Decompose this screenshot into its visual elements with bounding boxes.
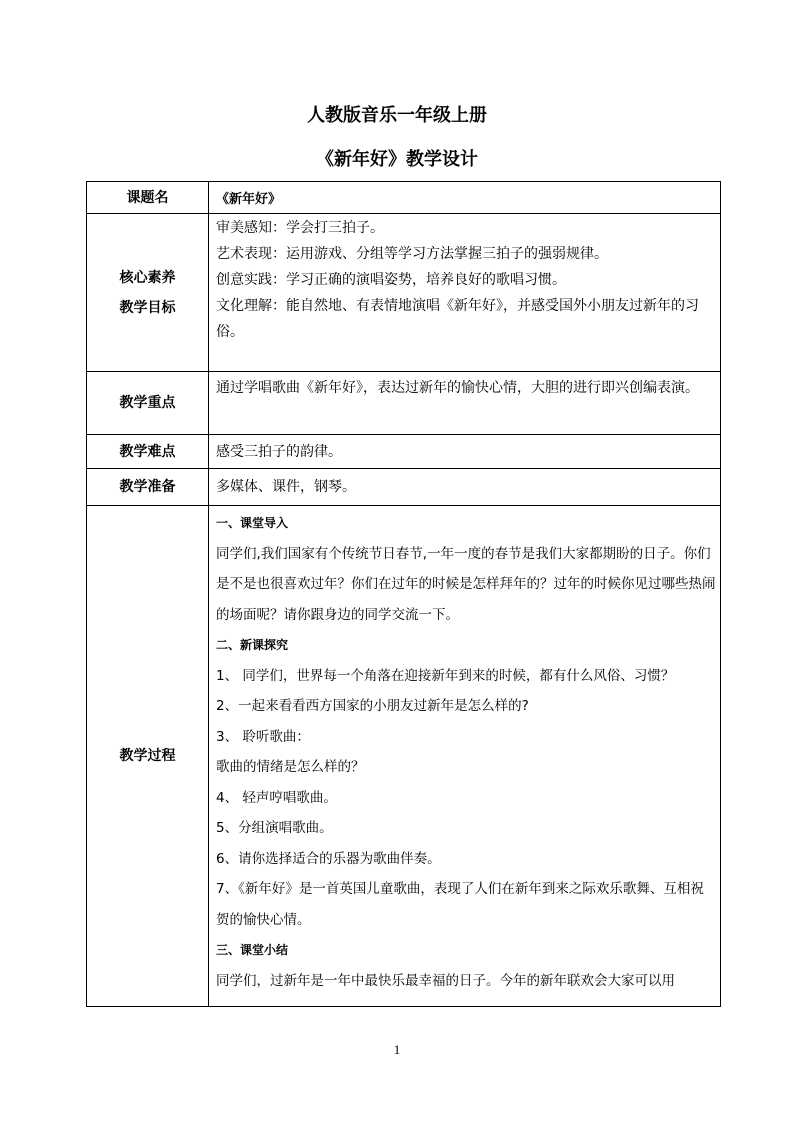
- table-row-preparation: [87, 469, 721, 506]
- goal-item: 审美感知：学会打三拍子。: [216, 220, 384, 236]
- topic-text: 《新年好》: [216, 192, 282, 207]
- step-item: 3、 聆听歌曲：: [216, 728, 310, 745]
- table-row-process: [87, 506, 721, 1007]
- goals-content: [209, 214, 721, 372]
- value-topic: [209, 182, 721, 214]
- preparation-text: 多媒体、课件，钢琴。: [216, 479, 356, 495]
- section-paragraph: 同学们，过新年是一年中最快乐最幸福的日子。今年的新年联欢会大家可以用: [216, 972, 675, 989]
- step-item: 6、请你选择适合的乐器为歌曲伴奏。: [216, 850, 441, 867]
- step-item: 歌曲的情绪是怎么样的？: [216, 759, 365, 775]
- lesson-plan-table: [86, 181, 721, 1007]
- process-content: [209, 506, 721, 1007]
- step-item: 4、 轻声哼唱歌曲。: [216, 789, 337, 806]
- label-process: 教学过程: [87, 506, 209, 1007]
- label-preparation: 教学准备: [87, 469, 209, 506]
- goal-item: 文化理解：能自然地、有表情地演唱《新年好》，并感受国外小朋友过新年的习俗。: [216, 298, 699, 340]
- key-points-content: [209, 372, 721, 435]
- label-goals-line2: 教学目标: [119, 299, 176, 316]
- section-paragraph: 同学们,我们国家有个传统节日春节,一年一度的春节是我们大家都期盼的日子。你们是不是也很喜欢过年？你们在过年的时候是怎样拜年的？过年的时候你见过哪些热闹的场面呢？请你跟身边的同学交流一下。: [216, 545, 716, 623]
- step-item: 2、一起来看看西方国家的小朋友过新年是怎么样的?: [216, 698, 529, 714]
- label-goals: [87, 214, 209, 372]
- label-key-points: 教学重点: [87, 372, 209, 435]
- table-row-key-points: [87, 372, 721, 435]
- key-points-text: 通过学唱歌曲《新年好》，表达过新年的愉快心情，大胆的进行即兴创编表演。: [216, 380, 699, 396]
- label-goals-line1: 核心素养: [119, 269, 176, 286]
- document-title: 人教版音乐一年级上册: [307, 105, 487, 126]
- difficult-points-content: [209, 435, 721, 469]
- label-topic: 课题名: [87, 182, 209, 214]
- document-subtitle: 《新年好》教学设计: [316, 149, 478, 170]
- table-row-topic: [87, 182, 721, 214]
- label-difficult-points: 教学难点: [87, 435, 209, 469]
- difficult-points-text: 感受三拍子的韵律。: [216, 443, 342, 460]
- step-item: 5、分组演唱歌曲。: [216, 820, 333, 836]
- page-number: 1: [393, 1042, 401, 1057]
- table-row-goals: [87, 214, 721, 372]
- goal-item: 创意实践：学习正确的演唱姿势，培养良好的歌唱习惯。: [216, 272, 566, 288]
- section-heading: 二、新课探究: [216, 638, 289, 652]
- goal-item: 艺术表现：运用游戏、分组等学习方法掌握三拍子的强弱规律。: [216, 246, 608, 262]
- step-item: 1、 同学们，世界每一个角落在迎接新年到来的时候，都有什么风俗、习惯？: [216, 667, 675, 684]
- section-heading: 三、课堂小结: [216, 943, 289, 957]
- section-heading: 一、课堂导入: [216, 516, 289, 530]
- step-item: 7、《新年好》是一首英国儿童歌曲，表现了人们在新年到来之际欢乐歌舞、互相祝贺的愉快心情。: [216, 881, 704, 928]
- preparation-content: [209, 469, 721, 506]
- table-row-difficult-points: [87, 435, 721, 469]
